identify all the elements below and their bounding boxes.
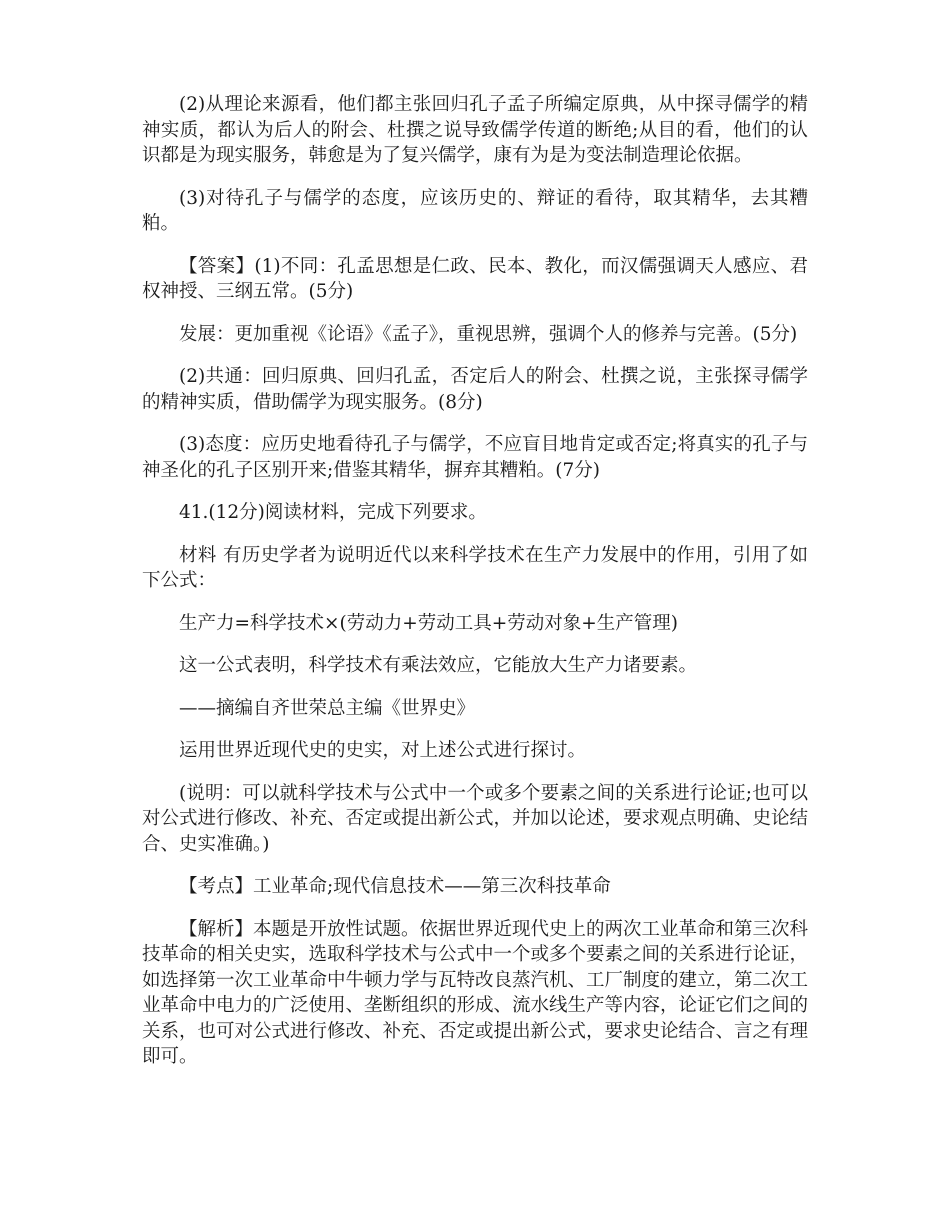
paragraph-answer-3: (3)态度：应历史地看待孔子与儒学，不应盲目地肯定或否定;将真实的孔子与神圣化的孔子区别开来;借鉴其精华，摒弃其糟粕。(7分) [142,434,808,481]
paragraph-answer-develop: 发展：更加重视《论语》《孟子》，重视思辨，强调个人的修养与完善。(5分) [179,323,798,345]
paragraph-attitude: (3)对待孔子与儒学的态度，应该历史的、辩证的看待，取其精华，去其糟粕。 [142,187,808,234]
paragraph-task: 运用世界近现代史的史实，对上述公式进行探讨。 [179,740,587,761]
paragraph-jiexi: 【解析】本题是开放性试题。依据世界近现代史上的两次工业革命和第三次科技革命的相关史实，选取科学技术与公式中一个或多个要素之间的关系进行论证，如选择第一次工业革命中牛顿力学与瓦特改良蒸汽机、工厂制度的建立，第二次工业革命中电力的广泛使用、垄断组织的形成、流水线生产等内容，论证它们之间的关系，也可对公式进行修改、补充、否定或提出新公式，要求史论结合、言之有理即可。 [142,918,809,1067]
document-body [142,92,808,1087]
paragraph-formula-meaning: 这一公式表明，科学技术有乘法效应，它能放大生产力诸要素。 [179,655,698,676]
question-41: 41.(12分)阅读材料，完成下列要求。 [179,502,487,523]
paragraph-note: (说明：可以就科学技术与公式中一个或多个要素之间的关系进行论证;也可以对公式进行修改、补充、否定或提出新公式，并加以论述，要求观点明确、史论结合、史实准确。) [142,782,809,855]
paragraph-material: 材料 有历史学者为说明近代以来科学技术在生产力发展中的作用，引用了如下公式： [142,544,808,591]
paragraph-answer-1: 【答案】(1)不同：孔孟思想是仁政、民本、教化，而汉儒强调天人感应、君权神授、三纲五常。(5分) [142,255,808,302]
paragraph-source: ——摘编自齐世荣总主编《世界史》 [179,697,476,719]
paragraph-answer-2: (2)共通：回归原典、回归孔孟，否定后人的附会、杜撰之说，主张探寻儒学的精神实质，借助儒学为现实服务。(8分) [142,366,808,413]
paragraph-kaodian: 【考点】工业革命;现代信息技术——第三次科技革命 [179,876,611,897]
paragraph-formula: 生产力=科学技术×(劳动力+劳动工具+劳动对象+生产管理) [179,612,678,634]
paragraph-theory-source: (2)从理论来源看，他们都主张回归孔子孟子所编定原典，从中探寻儒学的精神实质，都认为后人的附会、杜撰之说导致儒学传道的断绝;从目的看，他们的认识都是为现实服务，韩愈是为了复兴儒学，康有为是为变法制造理论依据。 [142,94,808,166]
